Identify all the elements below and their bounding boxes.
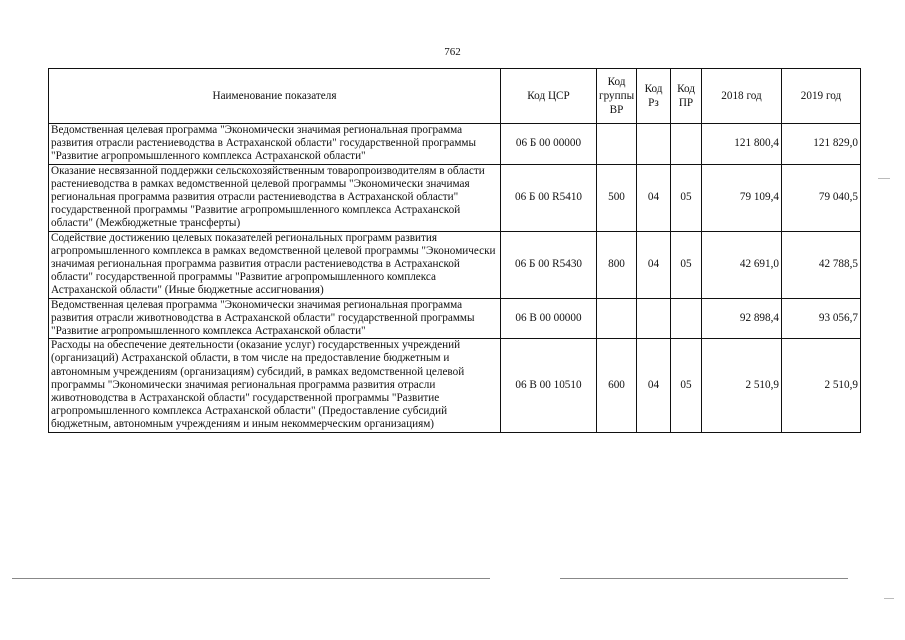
table-row [49,231,861,298]
cell-2019: 79 040,5 [782,164,861,231]
cell-name: Содействие достижению целевых показателей региональных программ развития агропромышленного комплекса в рамках ведомственной целевой программы "Экономически значимая региональная программа развития отрасли растениеводства в Астраханской области" государственной программы "Развитие агропромышленного комплекса Астраханской области" (Иные бюджетные ассигнования) [49,231,501,298]
cell-pr: 05 [671,164,702,231]
table-row [49,339,861,432]
cell-name: Расходы на обеспечение деятельности (оказание услуг) государственных учреждений (организаций) Астраханской области, в том числе на предоставление бюджетным и автономным учреждениям (организациям) субсидий, в рамках ведомственной целевой программы "Экономически значимая региональная программа развития отрасли животноводства в Астраханской области" государственной программы "Развитие агропромышленного комплекса Астраханской области" (Предоставление субсидий бюджетным, автономным учреждениям и иным некоммерческим организациям) [49,339,501,432]
cell-2019: 121 829,0 [782,124,861,165]
table-row [49,164,861,231]
cell-2018: 42 691,0 [702,231,782,298]
cell-vr [597,298,637,339]
cell-2018: 79 109,4 [702,164,782,231]
header-pr: Код ПР [671,69,702,124]
table-row [49,298,861,339]
cell-2018: 2 510,9 [702,339,782,432]
cell-pr: 05 [671,231,702,298]
cell-csr: 06 Б 00 R5410 [501,164,597,231]
cell-pr [671,124,702,165]
footer-rule-left [12,578,490,579]
cell-csr: 06 В 00 00000 [501,298,597,339]
cell-name: Ведомственная целевая программа "Экономически значимая региональная программа развития отрасли животноводства в Астраханской области" государственной программы "Развитие агропромышленного комплекса Астраханской области" [49,298,501,339]
table-row [49,124,861,165]
cell-csr: 06 Б 00 R5430 [501,231,597,298]
cell-vr [597,124,637,165]
cell-csr: 06 В 00 10510 [501,339,597,432]
table-header-row [49,69,861,124]
cell-2019: 42 788,5 [782,231,861,298]
cell-vr: 600 [597,339,637,432]
cell-rz [637,124,671,165]
cell-rz [637,298,671,339]
cell-name: Оказание несвязанной поддержки сельскохозяйственным товаропроизводителям в области растениеводства в рамках ведомственной целевой программы "Экономически значимая региональная программа развития отрасли растениеводства в Астраханской области" государственной программы "Развитие агропромышленного комплекса Астраханской области" (Межбюджетные трансферты) [49,164,501,231]
header-2018: 2018 год [702,69,782,124]
cell-2018: 92 898,4 [702,298,782,339]
margin-tick [884,598,894,599]
footer-rule-right [560,578,848,579]
cell-vr: 800 [597,231,637,298]
cell-pr: 05 [671,339,702,432]
cell-2019: 2 510,9 [782,339,861,432]
cell-2018: 121 800,4 [702,124,782,165]
cell-name: Ведомственная целевая программа "Экономически значимая региональная программа развития отрасли растениеводства в Астраханской области" государственной программы "Развитие агропромышленного комплекса Астраханской области" [49,124,501,165]
header-2019: 2019 год [782,69,861,124]
cell-rz: 04 [637,339,671,432]
cell-rz: 04 [637,231,671,298]
header-vr: Код группы ВР [597,69,637,124]
budget-table [48,68,861,433]
page-number: 762 [444,46,461,58]
cell-2019: 93 056,7 [782,298,861,339]
cell-csr: 06 Б 00 00000 [501,124,597,165]
margin-tick [878,178,890,179]
header-rz: Код Рз [637,69,671,124]
header-name: Наименование показателя [49,69,501,124]
cell-pr [671,298,702,339]
cell-vr: 500 [597,164,637,231]
cell-rz: 04 [637,164,671,231]
header-csr: Код ЦСР [501,69,597,124]
